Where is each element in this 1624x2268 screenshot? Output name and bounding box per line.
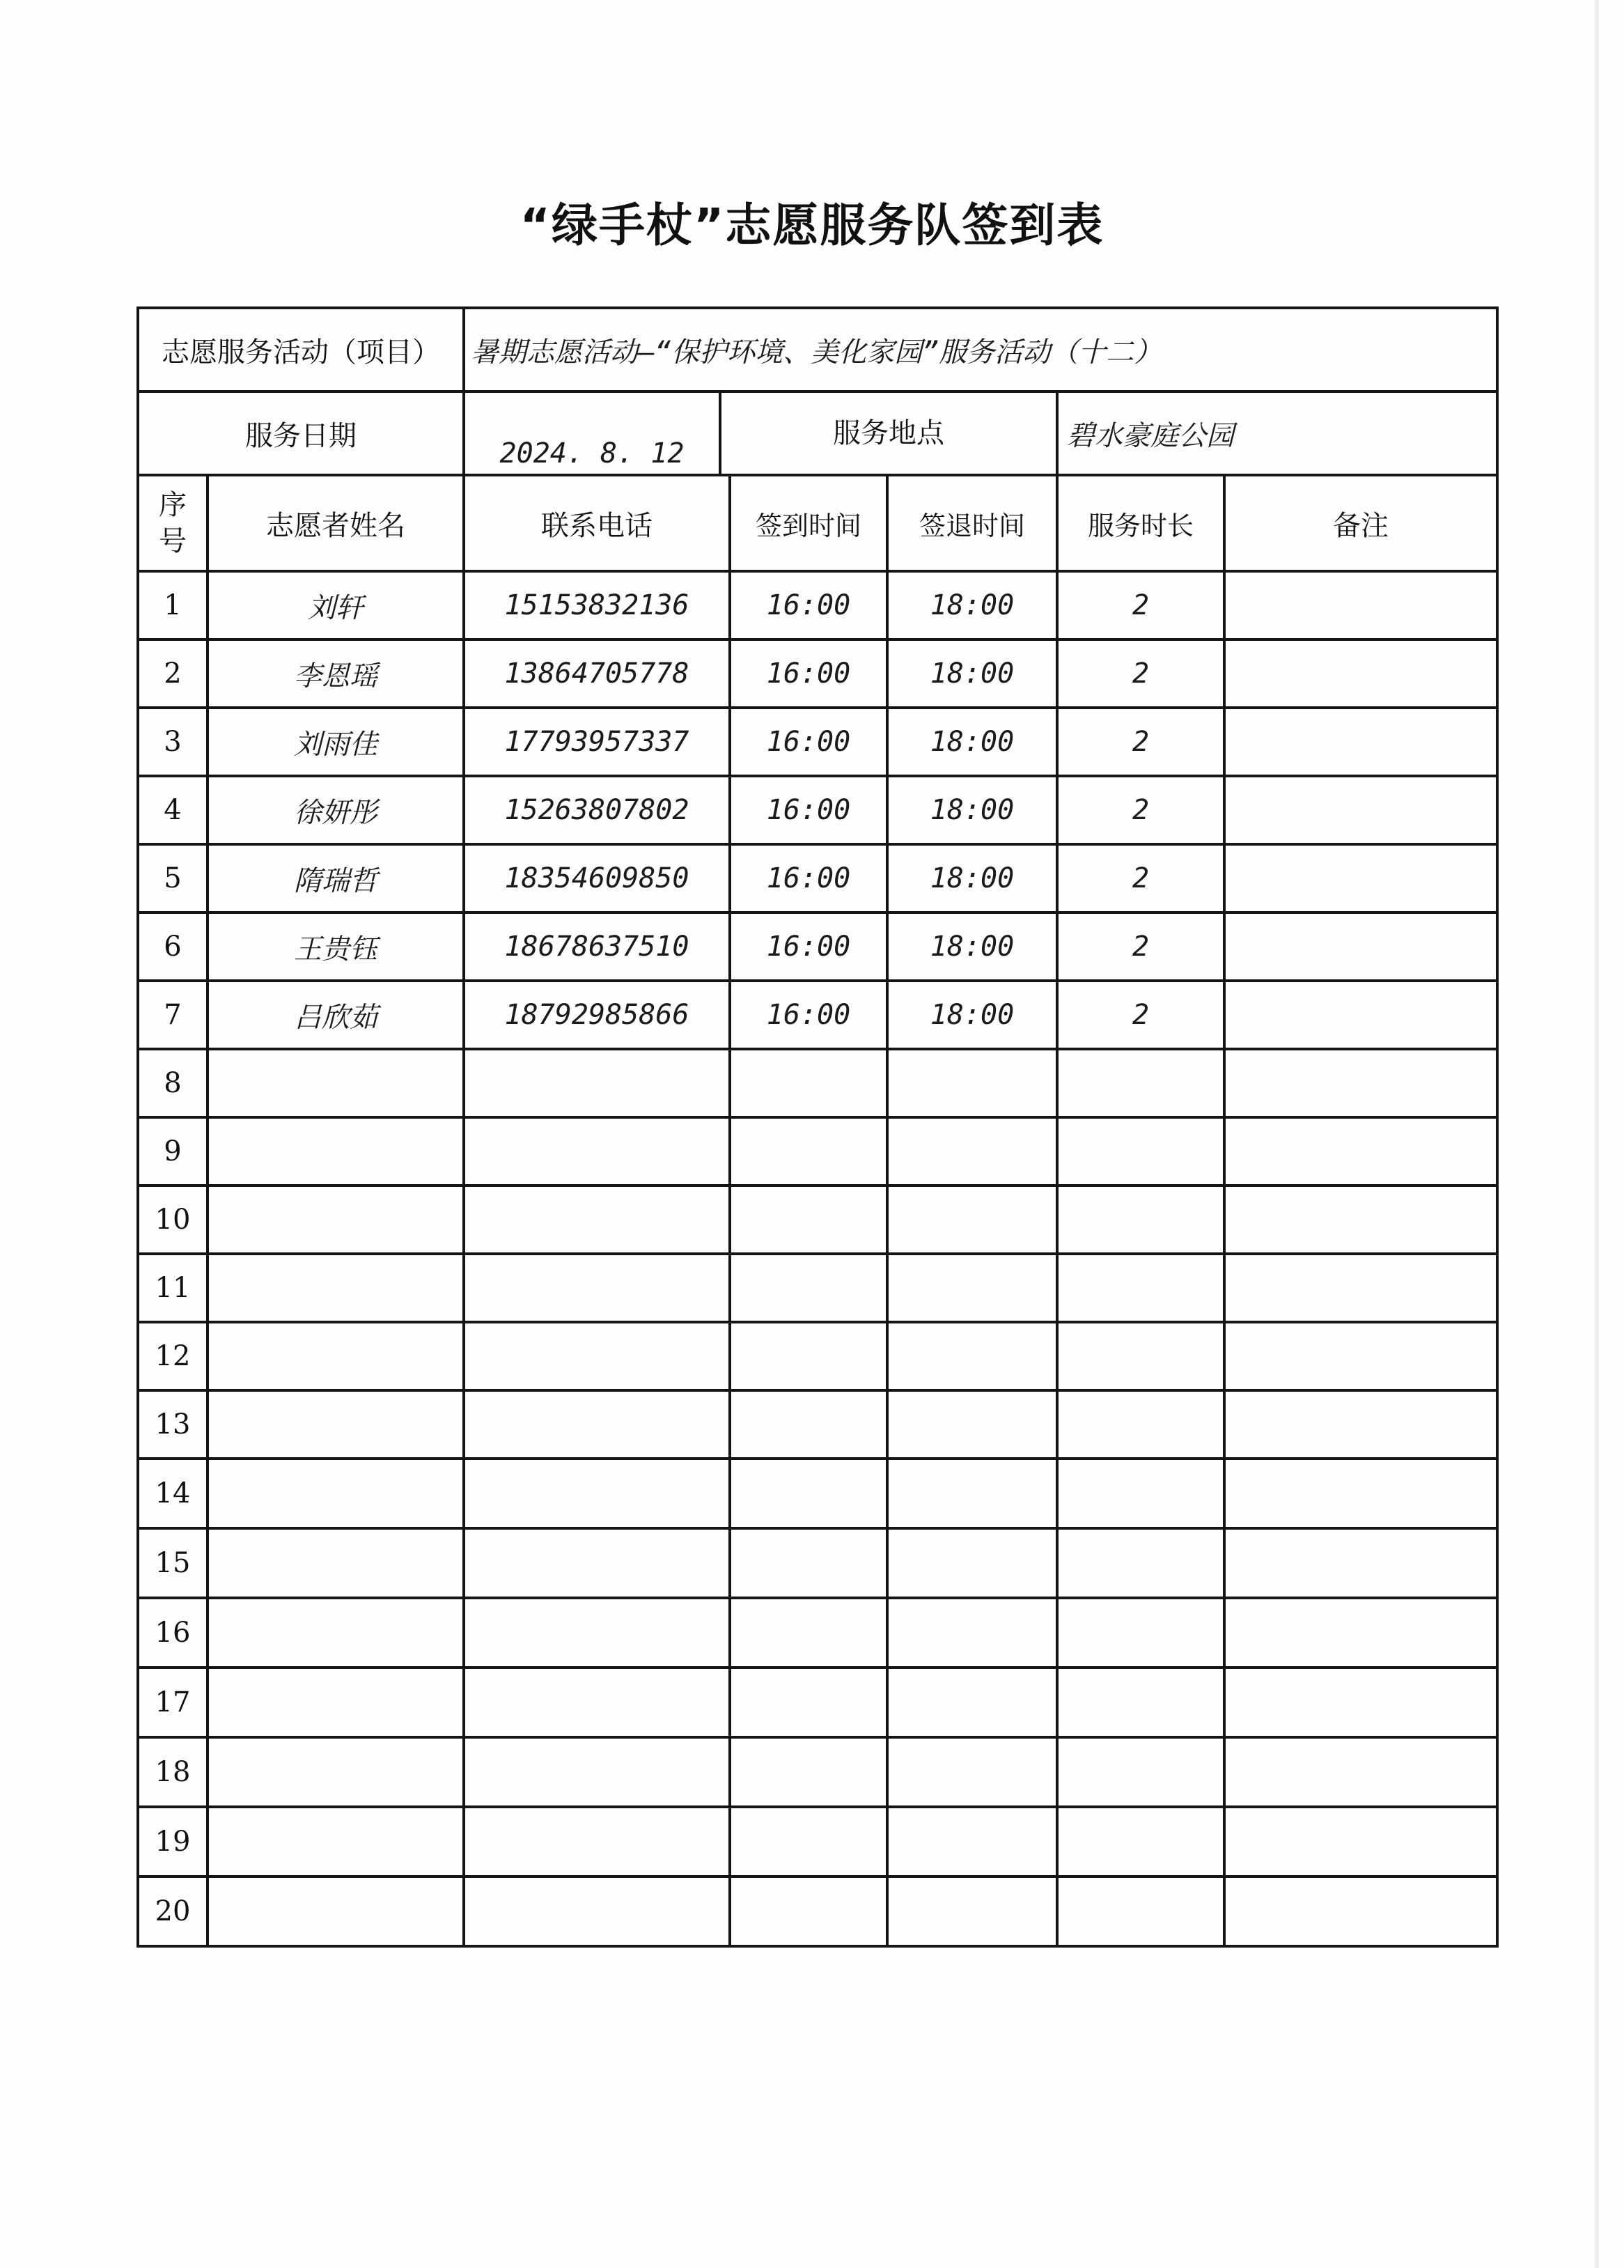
row-phone: [464, 1390, 730, 1459]
row-checkin: [730, 1668, 887, 1737]
row-notes: [1224, 844, 1497, 912]
row-name: 吕欣茹: [208, 981, 464, 1049]
row-seq: 8: [138, 1049, 208, 1117]
checkin-header: 签到时间: [730, 475, 887, 571]
row-checkout: [887, 1254, 1057, 1322]
row-phone: [464, 1737, 730, 1807]
date-value: 2024. 8. 12: [464, 391, 720, 475]
row-checkin: [730, 1877, 887, 1946]
row-notes: [1224, 1390, 1497, 1459]
row-duration: 2: [1057, 776, 1224, 844]
row-notes: [1224, 1322, 1497, 1390]
activity-value: 暑期志愿活动—“保护环境、美化家园”服务活动（十二）: [464, 308, 1497, 391]
row-checkout: [887, 1877, 1057, 1946]
table-row: [138, 571, 1497, 639]
row-duration: [1057, 1049, 1224, 1117]
row-checkout: 18:00: [887, 639, 1057, 708]
name-header: 志愿者姓名: [208, 475, 464, 571]
row-name: [208, 1598, 464, 1668]
volunteer-rows: [138, 571, 1497, 1946]
row-checkout: 18:00: [887, 981, 1057, 1049]
sign-in-sheet: [136, 306, 1454, 1978]
row-duration: 2: [1057, 571, 1224, 639]
row-seq: 10: [138, 1186, 208, 1254]
row-checkout: [887, 1598, 1057, 1668]
row-name: [208, 1390, 464, 1459]
row-duration: [1057, 1322, 1224, 1390]
row-checkin: 16:00: [730, 912, 887, 981]
row-phone: [464, 1668, 730, 1737]
row-phone: [464, 1186, 730, 1254]
row-duration: [1057, 1390, 1224, 1459]
row-checkin: [730, 1254, 887, 1322]
row-name: [208, 1877, 464, 1946]
row-checkout: 18:00: [887, 708, 1057, 776]
row-name: [208, 1668, 464, 1737]
row-checkin: [730, 1390, 887, 1459]
row-duration: [1057, 1254, 1224, 1322]
row-checkout: 18:00: [887, 844, 1057, 912]
row-notes: [1224, 571, 1497, 639]
row-notes: [1224, 639, 1497, 708]
row-seq: 9: [138, 1117, 208, 1186]
row-seq: 18: [138, 1737, 208, 1807]
row-notes: [1224, 981, 1497, 1049]
row-phone: [464, 1322, 730, 1390]
row-checkin: 16:00: [730, 844, 887, 912]
row-notes: [1224, 1528, 1497, 1598]
row-name: [208, 1459, 464, 1528]
row-checkout: 18:00: [887, 571, 1057, 639]
row-notes: [1224, 1737, 1497, 1807]
row-checkout: [887, 1390, 1057, 1459]
row-notes: [1224, 1807, 1497, 1877]
table-row: [138, 639, 1497, 708]
table-row: [138, 981, 1497, 1049]
row-name: [208, 1186, 464, 1254]
row-notes: [1224, 1459, 1497, 1528]
row-checkout: [887, 1807, 1057, 1877]
location-label: 服务地点: [720, 391, 1057, 475]
row-checkin: 16:00: [730, 708, 887, 776]
row-seq: 17: [138, 1668, 208, 1737]
table-row: [138, 1877, 1497, 1946]
row-notes: [1224, 1598, 1497, 1668]
row-checkout: [887, 1459, 1057, 1528]
row-phone: [464, 1598, 730, 1668]
checkout-header: 签退时间: [887, 475, 1057, 571]
table-row: [138, 844, 1497, 912]
row-seq: 2: [138, 639, 208, 708]
table-row: [138, 1322, 1497, 1390]
row-checkout: [887, 1117, 1057, 1186]
table-row: [138, 1186, 1497, 1254]
row-duration: [1057, 1877, 1224, 1946]
scan-edge: [1595, 0, 1599, 2268]
row-phone: [464, 1459, 730, 1528]
row-name: [208, 1117, 464, 1186]
table-row: [138, 912, 1497, 981]
row-checkin: 16:00: [730, 776, 887, 844]
row-checkout: [887, 1737, 1057, 1807]
seq-header-bottom: 号: [159, 525, 187, 557]
row-name: 李恩瑶: [208, 639, 464, 708]
row-phone: 18792985866: [464, 981, 730, 1049]
duration-header: 服务时长: [1057, 475, 1224, 571]
row-checkout: [887, 1668, 1057, 1737]
row-notes: [1224, 1049, 1497, 1117]
table-row: [138, 708, 1497, 776]
row-duration: 2: [1057, 981, 1224, 1049]
row-duration: [1057, 1117, 1224, 1186]
row-name: 隋瑞哲: [208, 844, 464, 912]
row-name: 刘雨佳: [208, 708, 464, 776]
column-header-row: [138, 475, 1497, 571]
row-checkin: [730, 1049, 887, 1117]
row-phone: 17793957337: [464, 708, 730, 776]
row-phone: [464, 1877, 730, 1946]
row-seq: 7: [138, 981, 208, 1049]
sign-in-table: [136, 306, 1499, 1948]
row-duration: [1057, 1186, 1224, 1254]
activity-label: 志愿服务活动（项目）: [138, 308, 464, 391]
row-checkin: [730, 1737, 887, 1807]
row-seq: 16: [138, 1598, 208, 1668]
row-checkin: [730, 1186, 887, 1254]
row-seq: 6: [138, 912, 208, 981]
row-seq: 11: [138, 1254, 208, 1322]
row-seq: 1: [138, 571, 208, 639]
row-phone: [464, 1254, 730, 1322]
row-seq: 14: [138, 1459, 208, 1528]
row-duration: [1057, 1459, 1224, 1528]
row-duration: 2: [1057, 912, 1224, 981]
row-phone: 18354609850: [464, 844, 730, 912]
page-title: “绿手杖”志愿服务队签到表: [520, 199, 1104, 252]
row-notes: [1224, 1668, 1497, 1737]
row-duration: 2: [1057, 708, 1224, 776]
row-phone: [464, 1117, 730, 1186]
row-checkin: 16:00: [730, 981, 887, 1049]
row-checkin: [730, 1117, 887, 1186]
row-seq: 12: [138, 1322, 208, 1390]
row-checkout: 18:00: [887, 776, 1057, 844]
phone-header: 联系电话: [464, 475, 730, 571]
row-name: 王贵钰: [208, 912, 464, 981]
row-checkin: [730, 1459, 887, 1528]
row-seq: 13: [138, 1390, 208, 1459]
row-notes: [1224, 912, 1497, 981]
table-row: [138, 1807, 1497, 1877]
row-notes: [1224, 1877, 1497, 1946]
row-notes: [1224, 1117, 1497, 1186]
date-label: 服务日期: [138, 391, 464, 475]
table-row: [138, 1598, 1497, 1668]
row-checkout: [887, 1049, 1057, 1117]
table-row: [138, 1737, 1497, 1807]
seq-header-top: 序: [159, 489, 187, 521]
date-location-row: [138, 391, 1497, 475]
row-phone: [464, 1049, 730, 1117]
table-row: [138, 1668, 1497, 1737]
table-row: [138, 1117, 1497, 1186]
row-phone: [464, 1528, 730, 1598]
row-phone: 13864705778: [464, 639, 730, 708]
row-duration: 2: [1057, 639, 1224, 708]
row-name: [208, 1322, 464, 1390]
row-seq: 4: [138, 776, 208, 844]
table-row: [138, 1049, 1497, 1117]
row-name: [208, 1737, 464, 1807]
row-checkin: 16:00: [730, 639, 887, 708]
row-phone: [464, 1807, 730, 1877]
table-row: [138, 1390, 1497, 1459]
row-name: [208, 1254, 464, 1322]
row-name: 刘轩: [208, 571, 464, 639]
row-checkout: 18:00: [887, 912, 1057, 981]
row-checkout: [887, 1528, 1057, 1598]
row-notes: [1224, 1186, 1497, 1254]
row-checkin: [730, 1598, 887, 1668]
row-phone: 15263807802: [464, 776, 730, 844]
notes-header: 备注: [1224, 475, 1497, 571]
row-name: [208, 1049, 464, 1117]
row-checkin: [730, 1528, 887, 1598]
row-notes: [1224, 1254, 1497, 1322]
row-checkout: [887, 1322, 1057, 1390]
row-duration: [1057, 1528, 1224, 1598]
row-checkin: [730, 1807, 887, 1877]
row-name: [208, 1528, 464, 1598]
row-duration: [1057, 1737, 1224, 1807]
table-row: [138, 776, 1497, 844]
seq-header: [138, 475, 208, 571]
table-row: [138, 1459, 1497, 1528]
row-phone: 18678637510: [464, 912, 730, 981]
row-duration: [1057, 1598, 1224, 1668]
row-seq: 5: [138, 844, 208, 912]
row-phone: 15153832136: [464, 571, 730, 639]
activity-row: [138, 308, 1497, 391]
row-seq: 19: [138, 1807, 208, 1877]
table-row: [138, 1528, 1497, 1598]
row-checkin: [730, 1322, 887, 1390]
row-seq: 20: [138, 1877, 208, 1946]
row-checkout: [887, 1186, 1057, 1254]
row-notes: [1224, 708, 1497, 776]
row-duration: 2: [1057, 844, 1224, 912]
row-duration: [1057, 1668, 1224, 1737]
row-name: 徐妍彤: [208, 776, 464, 844]
row-seq: 15: [138, 1528, 208, 1598]
table-row: [138, 1254, 1497, 1322]
location-value: 碧水豪庭公园: [1057, 391, 1497, 475]
row-name: [208, 1807, 464, 1877]
row-checkin: 16:00: [730, 571, 887, 639]
row-seq: 3: [138, 708, 208, 776]
row-duration: [1057, 1807, 1224, 1877]
row-notes: [1224, 776, 1497, 844]
